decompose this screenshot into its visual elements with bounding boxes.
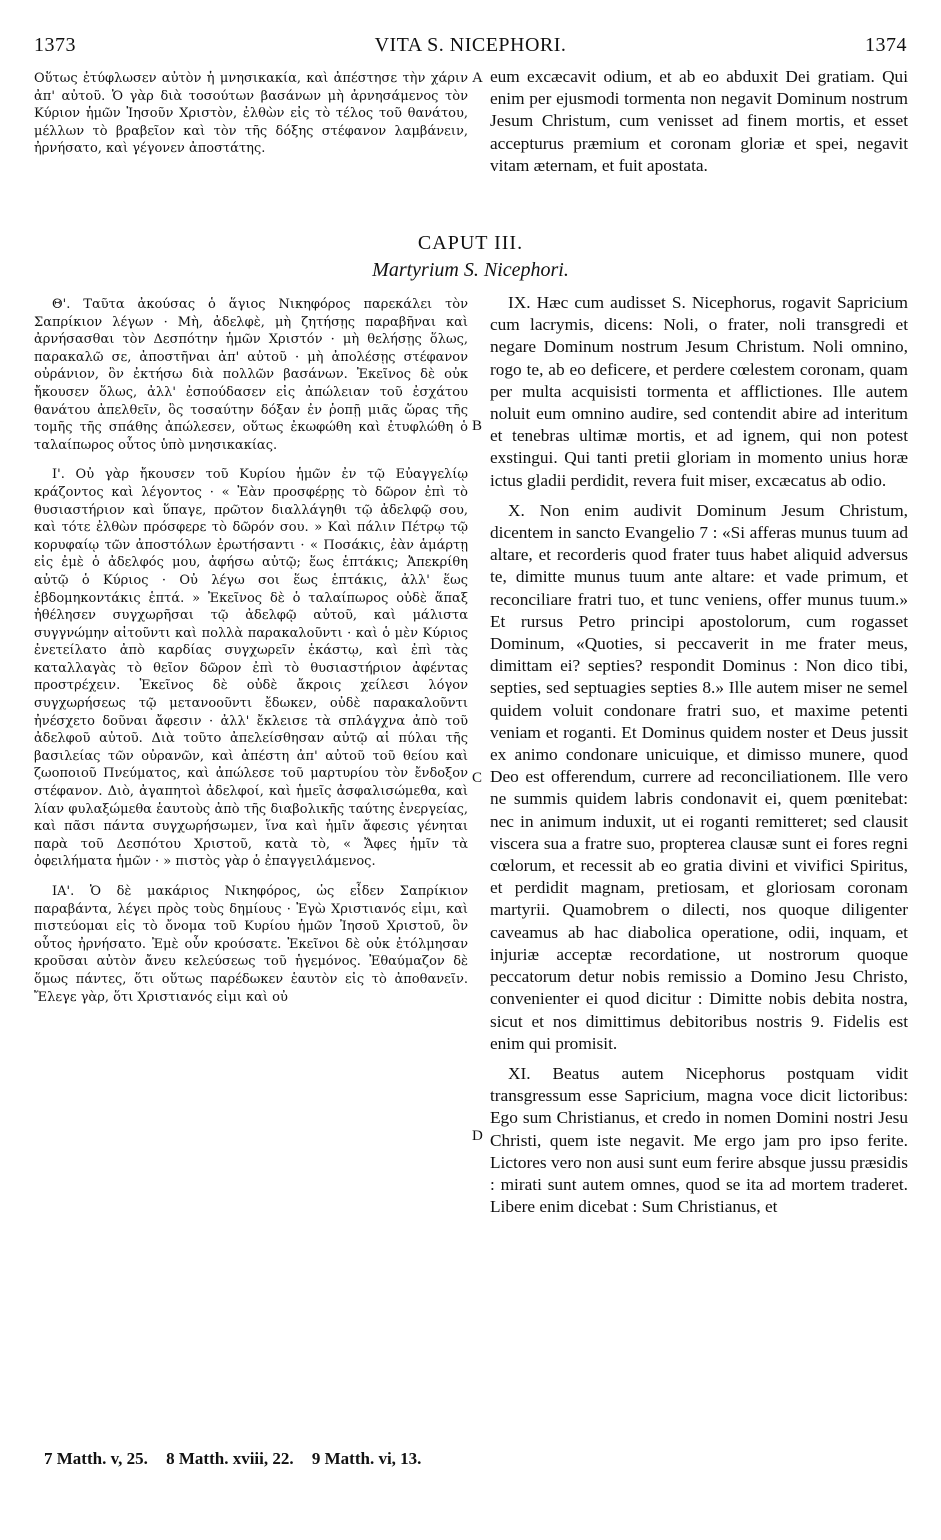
section-divider [34,871,468,883]
running-header [34,28,907,62]
greek-intro [34,70,468,210]
section-divider [490,1055,908,1063]
latin-intro-text: eum excæcavit odium, et ab eo abduxit Dei gratiam. Qui enim per ejusmodi tormenta non negavit Dominum nostrum Jesum Christum, cum venisset ad finem mortis, et esset accepturus præmium et coronam gloriæ et spei, negavit vitam æternam, et fuit apostata. [490,67,908,175]
greek-intro-text: Οὕτως ἐτύφλωσεν αὐτὸν ἡ μνησικακία, καὶ ἀπέστησε τὴν χάριν ἀπ' αὐτοῦ. Ὁ γὰρ διὰ τοσούτων βασάνων μὴ ἀρνησάμενος τὸν Κύριον ἡμῶν Ἰησοῦν Χριστὸν, ἐλθὼν εἰς τὸ τέλος τοῦ θανάτου, μέλλων τὸ βραβεῖον καὶ τὸν τῆς δόξης στέφανον λαμβάνειν, ἠρνήσατο, καὶ γέγονεν ἀποστάτης. [34,71,468,157]
footnote-9: 9 Matth. vi, 13. [311,1449,422,1468]
footnote-7: 7 Matth. v, 25. [44,1449,148,1468]
page-number-right: 1374 [865,34,907,56]
margin-letter-c: C [472,770,483,786]
chapter-title: CAPUT III. [417,232,524,254]
footnote-8: 8 Matth. xviii, 22. [166,1449,294,1468]
section-divider [34,454,468,466]
section-divider [490,492,908,500]
latin-intro [490,66,908,216]
greek-section-11: ΙΑ'. Ὁ δὲ μακάριος Νικηφόρος, ὡς εἶδεν Σαπρίκιον παραβάντα, λέγει πρὸς τοὺς δημίους · Ἐγὼ Χριστιανός εἰμι, καὶ πιστεύομαι εἰς τὸ ὄνομα τοῦ Κυρίου ἡμῶν Ἰησοῦ Χριστοῦ, ὃν οὗτος ἠρνήσατο. Ἐμὲ οὖν κρούσατε. Ἐκεῖνοι δὲ οὐκ ἐτόλμησαν κροῦσαι αὐτὸν ἄνευ κελεύσεως τοῦ ἡγεμόνος. Ἐθαύμαζον δὲ ὅμως πάντες, ὅτι οὕτως παρέδωκεν ἑαυτὸν εἰς τὸ ἀποθανεῖν. Ἔλεγε γὰρ, ὅτι Χριστιανός εἰμι καὶ οὐ [34,884,468,1005]
margin-letter-b: B [472,418,483,434]
margin-letter-d: D [472,1128,483,1144]
chapter-subtitle: Martyrium S. Nicephori. [372,259,569,281]
margin-letter-a: A [472,70,483,86]
latin-section-11: XI. Beatus autem Nicephorus postquam vidit transgressum esse Sapricium, magna voce dicit lictoribus: Ego sum Christianus, et credo in nomen Domini nostri Jesu Christi, quem iste negavit. Me ergo jam pro ipso ferite. Lictores vero non ausi sunt eum ferire absque jussu præsidis : mirati sunt autem omnes, quod se ita ad mortem traderet. Libere enim dicebat : Sum Christianus, et [490,1063,908,1217]
latin-section-9: IX. Hæc cum audisset S. Nicephorus, rogavit Sapricium cum lacrymis, dicens: Noli, o frater, noli transgredi et negare Dominum nostrum Jesum Christum. Noli omnino, rogo te, ab eo deficere, et perdere cœlestem coronam, quam per multa acquisisti tormenta et afflictiones. Ille autem noluit eum omnino audire, sed contendit abire ad interitum et tenebras ultimæ mortis, et ad ignem, qui non potest exstingui. Qui tanti pretii gloriam in momento unius horæ ictus gladii perdidit, revera fuit miser, excæcatus ab odio. [490,293,908,490]
latin-section-10: X. Non enim audivit Dominum Jesum Christum, dicentem in sancto Evangelio 7 : «Si afferas munus tuum ad altare, et recorderis quod frater tuus habet aliquid adversus te, dimitte munus tuum ante altare: et vade primum, et reconciliare fratri tuo, et tunc veniens, offer munus tuum.» Et rursus Petro principi apostolorum, cum rogasset Dominum, «Quoties, si peccaverit in me frater meus, dimittam ei? septies? respondit Dominus : Non dico tibi, septies, sed septuagies septies 8.» Ille autem miser ne semel quidem voluit condonare fratri suo, et maxime petenti veniam et roganti. Et Dominus quidem noster et Deus jussit ex animo condonare unicuique, et dimisso munere, quod Deo est offerendum, currere ad reconciliationem. Ille vero ne summis quidem labris condonavit ei, quem pœnitebat: nec in animum induxit, ut ei roganti remitteret; sed clausit viscera sua a fratre suo, propterea clausæ sunt ei fores regni cœlorum, et recessit ab eo gratia divini et vivifici Spiritus, et perdidit magnam, pretiosam, et gloriosam coronam martyrii. Quamobrem o dilecti, nos quoque diligenter caveamus ab hac diabolica operatione, odii, inquam, et injuriæ acceptæ recordatione, ut nostrorum quoque peccatorum detur nobis remissio a Domino Jesu Christo, convenienter ei quod dicitur : Dimitte nobis debita nostra, sicut et nos dimittimus debitoribus nostris 9. Fidelis est enim qui promisit. [490,500,908,1053]
latin-column [490,292,908,1418]
page-number-left: 1373 [34,34,76,56]
running-title: VITA S. NICEPHORI. [374,34,567,56]
greek-column [34,296,468,1416]
footnotes [44,1449,435,1469]
greek-section-10: Ι'. Οὐ γὰρ ἤκουσεν τοῦ Κυρίου ἡμῶν ἐν τῷ Εὐαγγελίῳ κράζοντος καὶ λέγοντος · « Ἐὰν προσφέρῃς τὸ δῶρον ἐπὶ τὸ θυσιαστήριον καὶ ὕπαγε, πρῶτον διαλλάγηθι τῷ ἀδελφῷ σου, καὶ τότε ἐλθὼν πρόσφερε τὸ δῶρόν σου. » Καὶ πάλιν Πέτρῳ τῷ κορυφαίῳ τῶν ἀποστόλων ἐρωτήσαντι · « Ποσάκις, ἐὰν ἁμάρτῃ εἰς ἐμὲ ὁ ἀδελφός μου, ἀφήσω αὐτῷ; ἕως ἑπτάκις; Ἀπεκρίθη αὐτῷ ὁ Κύριος · Οὐ λέγω σοι ἕως ἑπτάκις, ἀλλ' ἕως ἑβδομηκοντάκις ἑπτά. » Ἐκεῖνος δὲ ὁ ταλαίπωρος οὐδὲ ἅπαξ ἠθέλησεν συγχωρῆσαι τῷ ἀδελφῷ αὐτοῦ, καὶ μάλιστα συγγνώμην αἰτοῦντι καὶ πολλὰ παρακαλοῦντι · καὶ ὁ μὲν Κύριος ἐνετείλατο ἀπὸ καρδίας συγχωρεῖν ἑκάστῳ, καὶ ἐπὶ τὰς καταλλαγὰς τὸ θεῖον δῶρον ἐπὶ τὸ θυσιαστήριον ἀφέντας προστρέχειν. Ἐκεῖνος δὲ οὐδὲ ἄκροις χείλεσι λόγον συγχωρήσεως τῷ μετανοοῦντι ἔδωκεν, οὐδὲ παρακαλοῦντι ἠνέσχετο δοῦναι ἄφεσιν · ἀλλ' ἔκλεισε τὰ σπλάγχνα ἀπὸ τοῦ ἀδελφοῦ αὐτοῦ. Διὰ τοῦτο ἀπελείσθησαν αὐτῷ αἱ πύλαι τῆς βασιλείας τῶν οὐρανῶν, καὶ ἀπέστη ἀπ' αὐτοῦ τοῦ θείου καὶ ζωοποιοῦ Πνεύματος, καὶ ἀπώλεσε τοῦ μαρτυρίου τὸν ἔνδοξον στέφανον. Διὸ, ἀγαπητοὶ ἀδελφοί, καὶ ἡμεῖς ἀσφαλισώμεθα, καὶ λίαν φυλαξώμεθα ἑαυτοὺς ἀπὸ τῆς διαβολικῆς ταύτης ἐνεργείας, καὶ πᾶσι πάντα συγχωρήσωμεν, ἵνα καὶ ἡμῖν ἄφεσις γένηται παρὰ τοῦ Δεσπότου Χριστοῦ, κατὰ τὸ, « Ἄφες ἡμῖν τὰ ὀφειλήματα ἡμῶν · » πιστὸς γὰρ ὁ ἐπαγγειλάμενος. [34,467,468,870]
greek-section-9: Θ'. Ταῦτα ἀκούσας ὁ ἅγιος Νικηφόρος παρεκάλει τὸν Σαπρίκιον λέγων · Μὴ, ἀδελφὲ, μὴ ζητήσῃς παραβῆναι καὶ ἀρνήσασθαι τὸν Δεσπότην ἡμῶν Χριστόν · μὴ θελήσῃς ὅλως, παρακαλῶ σε, ἀποστῆναι ἀπ' αὐτοῦ · μὴ ἀπολέσῃς στέφανον οὐράνιον, ὃν ἐκτήσω διὰ πολλῶν βασάνων. Ἐκεῖνος δὲ οὐκ ἤκουσεν ὅλως, ἀλλ' ἐσπούδασεν εἰς ἀπώλειαν τοῦ ἐσχάτου θανάτου ἀπελθεῖν, ὃς τοσαύτην δόξαν ἐν ῥοπῇ μιᾶς ὥρας τῆς τομῆς τῆς σπάθης ἀπώλεσεν, οὕτως ἐκωφώθη καὶ ἐτυφλώθη ὁ ταλαίπωρος οὗτος ὑπὸ μνησικακίας. [34,297,468,453]
